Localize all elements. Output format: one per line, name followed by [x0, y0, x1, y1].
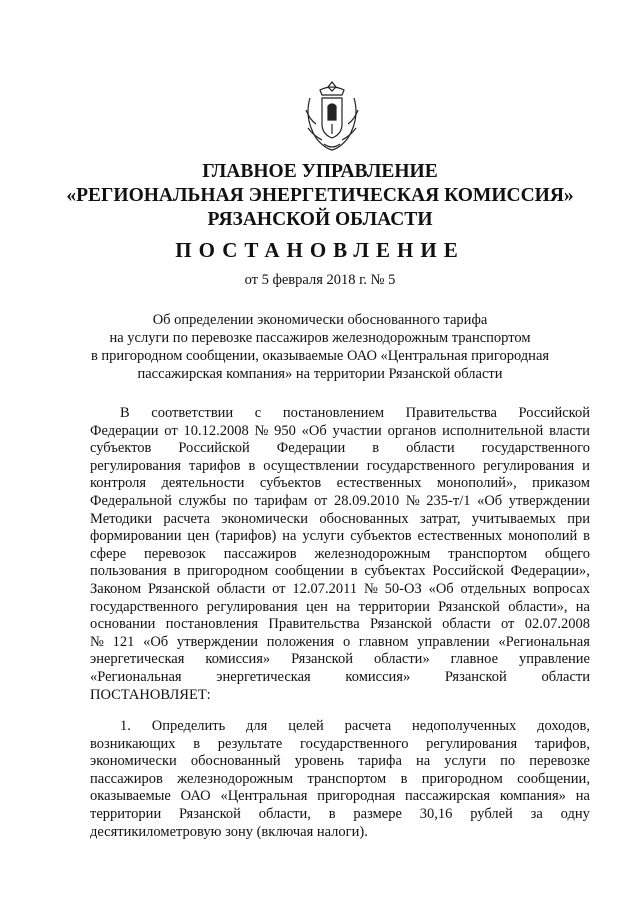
subject-line: пассажирская компания» на территории Рязанской области	[137, 366, 503, 382]
subject-line: в пригородном сообщении, оказываемые ОАО «Центральная пригородная	[90, 348, 550, 364]
text-line	[90, 493, 590, 511]
text-line	[90, 440, 590, 458]
issuer-header	[60, 160, 580, 232]
text-line	[90, 546, 590, 564]
text-segment: недополученных	[412, 718, 517, 734]
text-segment: области,	[258, 805, 311, 822]
text-line	[90, 651, 590, 669]
text-segment: энергетическая	[90, 651, 185, 668]
text-line	[90, 616, 590, 634]
text-segment: комиссия»	[205, 651, 271, 668]
text-segment: Федеральной службы по тарифам от 28.09.2010 № 235-т/1 «Об утверждении	[90, 492, 590, 509]
issuer-line-1: ГЛАВНОЕ УПРАВЛЕНИЕ	[202, 161, 438, 182]
text-line	[90, 563, 590, 581]
text-line	[90, 687, 590, 705]
document-subject	[60, 311, 580, 383]
text-segment: Определить	[151, 718, 226, 734]
text-segment: В	[120, 405, 130, 421]
text-line	[90, 634, 590, 652]
text-segment: Федерации от 10.12.2008 № 950 «Об участии органов исполнительной власти	[90, 422, 590, 439]
text-segment: доходов,	[537, 718, 590, 734]
text-segment: области	[406, 440, 455, 457]
issuer-line-2: «РЕГИОНАЛЬНАЯ ЭНЕРГЕТИЧЕСКАЯ КОМИССИЯ»	[66, 185, 574, 206]
text-segment: расчета	[344, 718, 392, 734]
text-segment: территории	[90, 805, 162, 822]
text-segment: области	[541, 668, 590, 685]
text-segment: для	[246, 718, 268, 734]
text-segment: целей	[288, 718, 324, 734]
text-line	[90, 736, 590, 754]
text-segment: Правительства	[405, 405, 497, 421]
text-segment: комиссия»	[345, 668, 411, 685]
text-segment: основании постановления Правительства Рязанской области от 02.07.2008	[90, 616, 590, 633]
text-segment: контроля деятельности субъектов естественных монополий», приказом	[90, 475, 590, 492]
text-segment: государственного	[481, 440, 590, 457]
text-segment: области»	[373, 651, 430, 668]
text-line	[90, 511, 590, 529]
text-segment: за	[530, 805, 543, 822]
text-segment: десятикилометровую зону (включая налоги).	[90, 823, 368, 840]
subject-line: на услуги по перевозке пассажиров железнодорожным транспортом	[109, 330, 531, 346]
text-segment: главное	[450, 651, 499, 668]
text-line	[90, 806, 590, 824]
text-segment: постановлением	[282, 405, 385, 421]
text-line	[90, 824, 590, 842]
text-segment: возникающих в результате государственного регулирования тарифов,	[90, 735, 590, 752]
text-segment: Федерации	[276, 440, 346, 457]
text-segment: № 121 «Об утверждении положения о главном управлении «Региональная	[90, 633, 590, 650]
text-segment: регулирования тарифов в осуществлении государственного регулирования и	[90, 457, 590, 474]
text-segment: Законом Рязанской области от 12.07.2011 № 50-ОЗ «Об отдельных вопросах	[90, 580, 590, 597]
text-segment: управление	[519, 651, 590, 668]
text-segment: государственного регулирования цен на территории Рязанской области», на	[90, 598, 590, 615]
text-segment: в	[372, 440, 380, 457]
coat-of-arms-emblem	[302, 80, 362, 152]
text-segment: Рязанской	[291, 651, 353, 668]
text-line	[90, 405, 590, 423]
text-segment: одну	[560, 805, 590, 822]
text-segment: 1.	[120, 718, 131, 734]
text-line	[90, 753, 590, 771]
document-type-title: ПОСТАНОВЛЕНИЕ	[175, 238, 465, 262]
text-segment: пользования в пригородном сообщении в субъектах Российской Федерации»,	[90, 563, 590, 580]
text-segment: в	[328, 805, 336, 822]
text-segment: Российской	[518, 405, 590, 421]
text-line	[90, 423, 590, 441]
text-segment: «Региональная	[90, 668, 182, 685]
text-line	[90, 718, 590, 736]
text-segment: оказываемые ОАО «Центральная пригородная пассажирская компания» на	[90, 788, 590, 805]
text-line	[90, 771, 590, 789]
text-line	[90, 599, 590, 617]
text-segment: Российской	[178, 440, 250, 457]
text-line	[90, 669, 590, 687]
text-segment: рублей	[470, 805, 513, 822]
subject-line: Об определении экономически обоснованного тарифа	[152, 312, 488, 328]
preamble-paragraph	[90, 405, 590, 704]
document-date-number: от 5 февраля 2018 г. № 5	[244, 272, 396, 288]
clause-1-paragraph	[90, 718, 590, 841]
text-segment: пассажиров железнодорожным транспортом в пригородном сообщении,	[90, 770, 590, 787]
text-line	[90, 475, 590, 493]
text-segment: экономически обоснованный уровень тарифа на услуги по перевозке	[90, 753, 590, 770]
text-segment: Рязанской	[444, 668, 507, 685]
text-line	[90, 528, 590, 546]
text-segment: Методики расчета экономически обоснованных затрат, учитываемых при	[90, 510, 590, 527]
text-segment: с	[254, 405, 262, 421]
text-segment: ПОСТАНОВЛЯЕТ:	[90, 686, 211, 703]
text-segment: энергетическая	[216, 668, 311, 685]
text-line	[90, 788, 590, 806]
issuer-line-3: РЯЗАНСКОЙ ОБЛАСТИ	[207, 209, 433, 230]
text-segment: соответствии	[151, 405, 234, 421]
text-segment: размере	[353, 805, 402, 822]
text-segment: сфере перевозок пассажиров железнодорожным транспортом общего	[90, 545, 590, 562]
text-segment: Рязанской	[179, 805, 241, 822]
text-segment: субъектов	[90, 440, 152, 457]
text-line	[90, 458, 590, 476]
text-segment: формировании цен (тарифов) на услуги субъектов естественных монополий в	[90, 528, 590, 545]
text-line	[90, 581, 590, 599]
text-segment: 30,16	[419, 805, 453, 822]
